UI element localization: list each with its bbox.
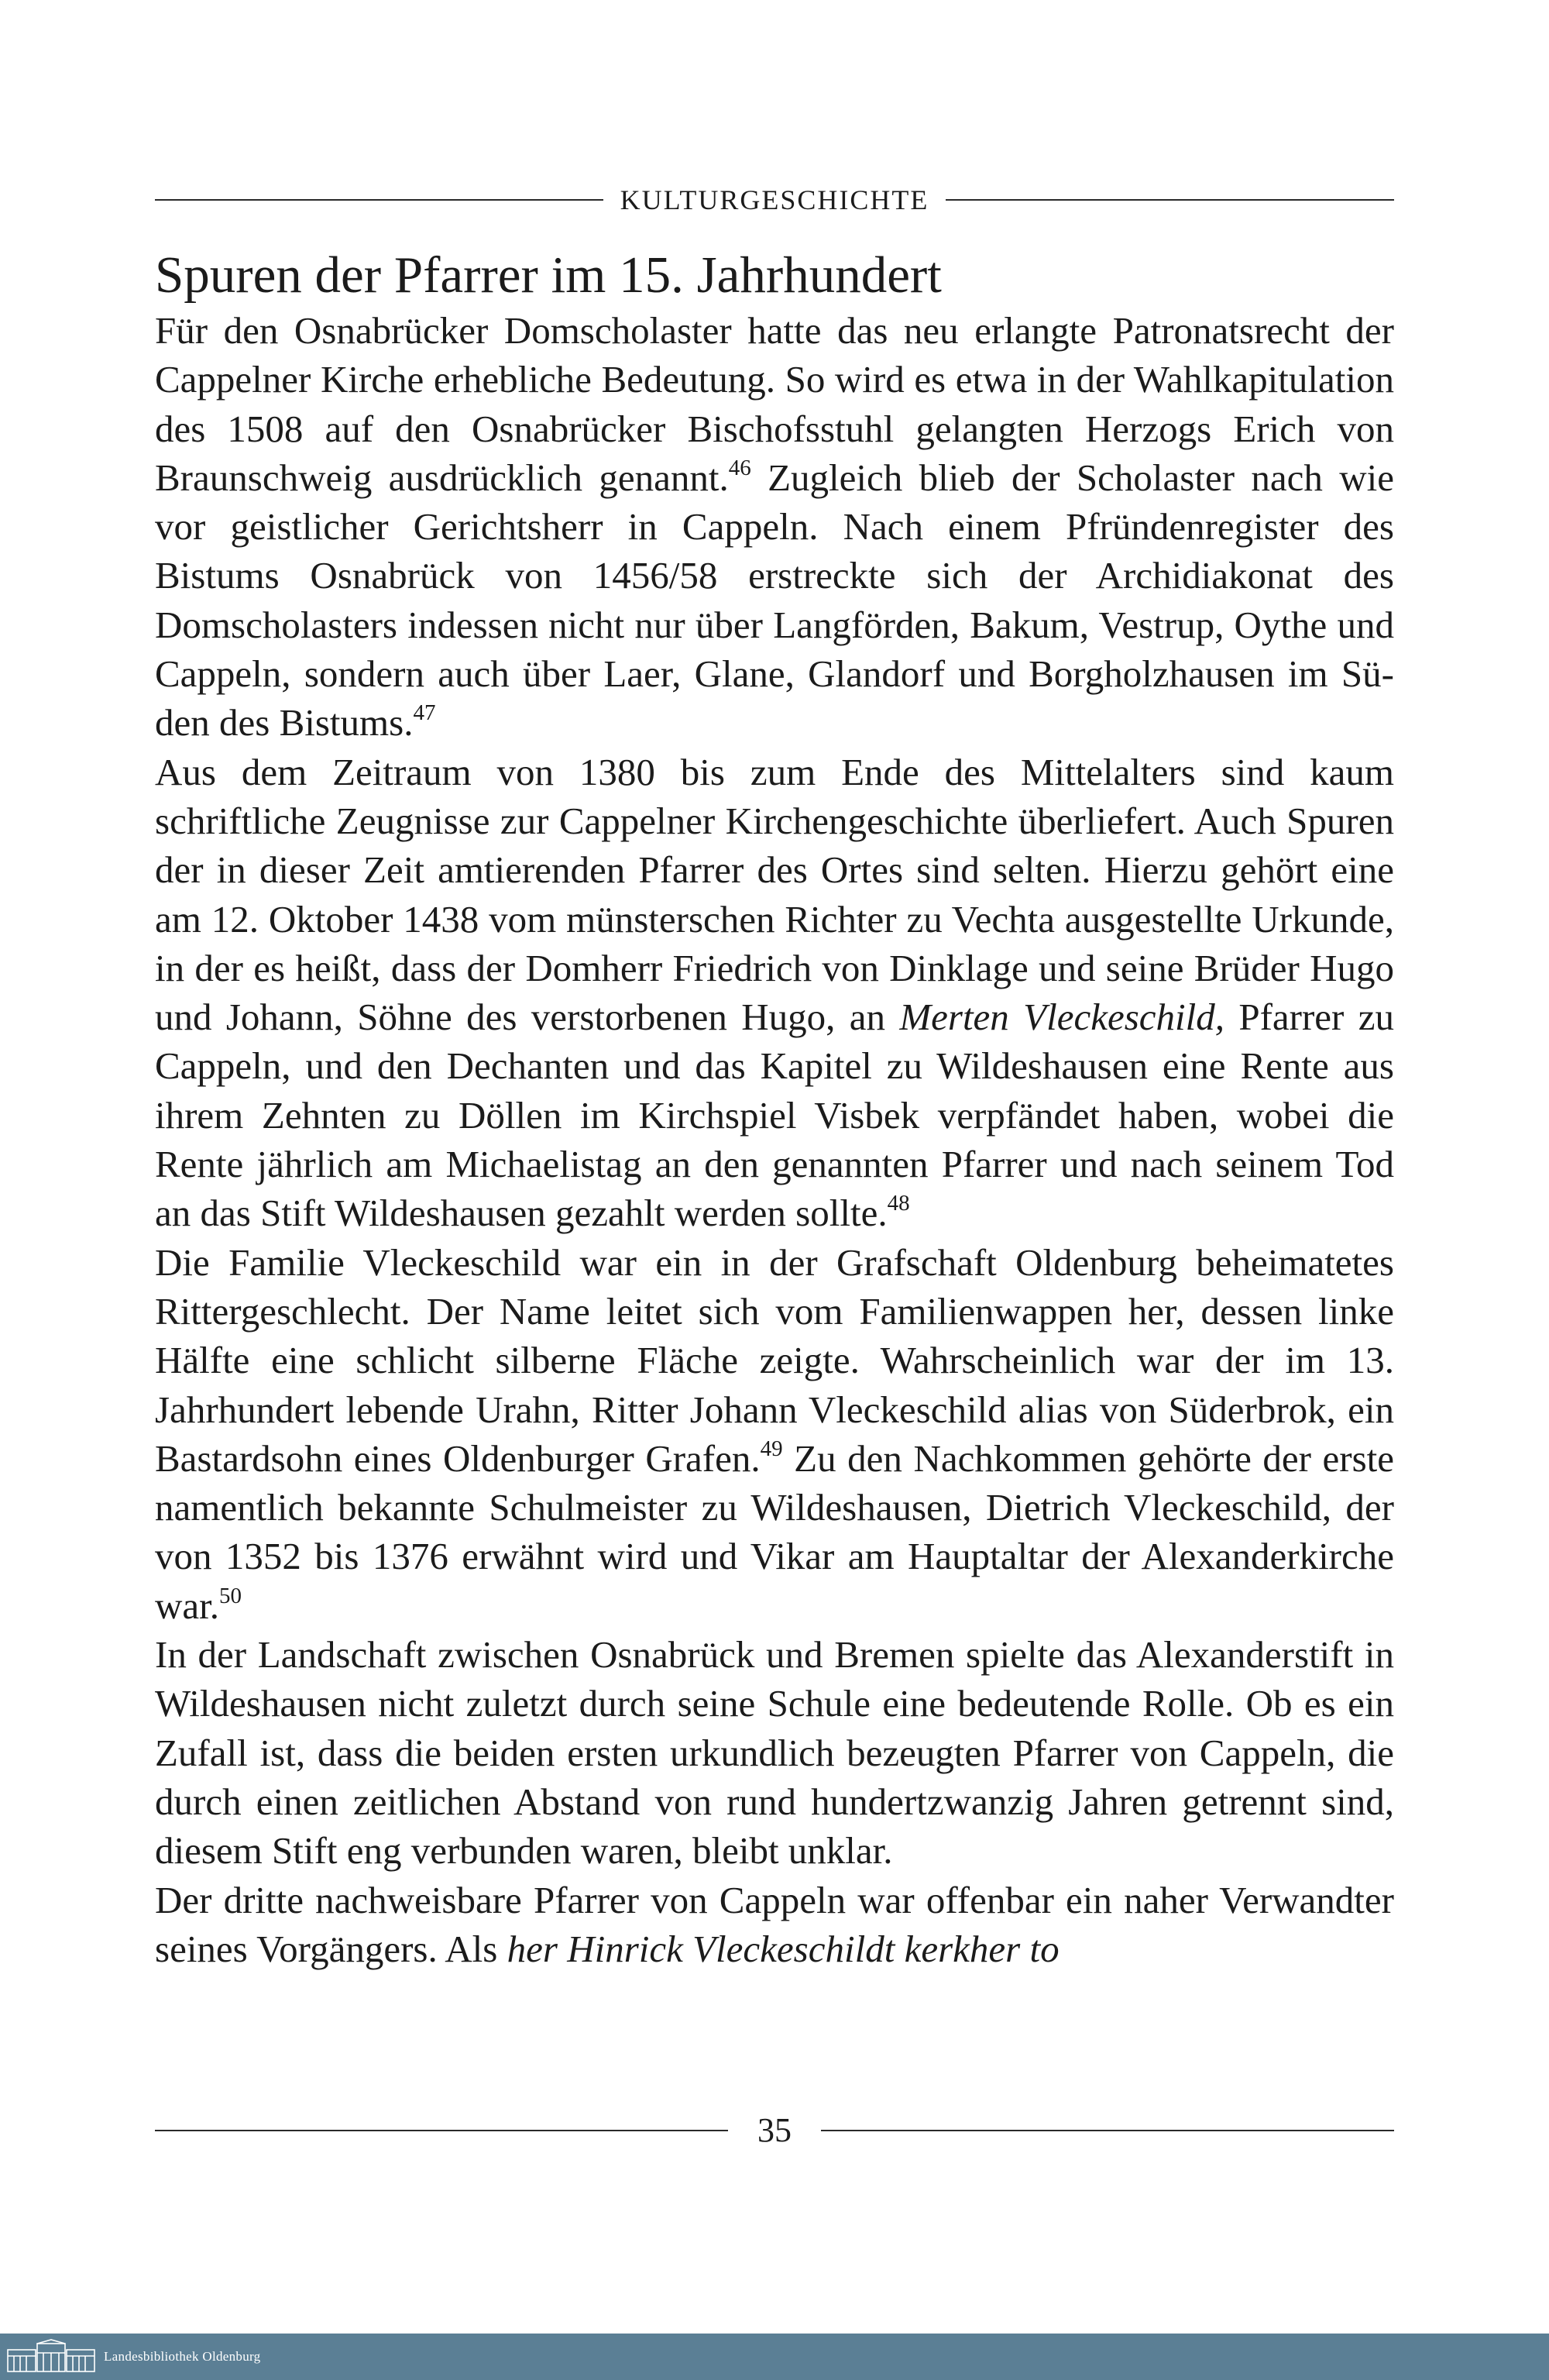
- footnote-reference: 49: [760, 1436, 783, 1461]
- footnote-reference: 47: [413, 700, 436, 726]
- page-number: 35: [757, 2111, 792, 2149]
- footer-rule-right: [821, 2130, 1394, 2131]
- body-text: [155, 244, 1394, 1973]
- text-run: Zu den Nachkommen gehörte der erste namentlich bekannte Schulmeister zu Wildeshausen, Dietrich Vleckeschild, der von 1352 bis 1376 erwähnt wird und Vikar am Hauptaltar der Alexanderkirche war.: [155, 1436, 1394, 1627]
- italic-text: her Hinrick Vleckeschildt kerkher to: [507, 1927, 1060, 1970]
- header-rule-right: [946, 199, 1394, 201]
- paragraph-list: [155, 306, 1394, 1973]
- library-name: Landesbibliothek Oldenburg: [104, 2349, 261, 2364]
- text-run: Pfarrer zu Cappeln, und den Dechanten und das Kapitel zu Wildeshausen eine Rente aus ihrem Zehnten zu Döllen im Kirchspiel Visbek verpfändet haben, wobei die Rente jährlich am Michaelistag an den genannten Pfarrer und nach seinem Tod an das Stift Wildeshausen gezahlt werden sollte.: [155, 996, 1394, 1235]
- header-rule-left: [155, 199, 603, 201]
- footnote-reference: 48: [887, 1191, 910, 1216]
- text-run: Die Familie Vleckeschild war ein in der Grafschaft Oldenburg beheimatetes Rittergeschlecht. Der Name leitet sich vom Familienwappen her, dessen linke Hälfte eine schlicht silberne Fläche zeigte. Wahrscheinlich war der im 13. Jahrhundert lebende Urahn, Ritter Johann Vleckeschild alias von Süderbrok, ein Bastardsohn eines Oldenburger Grafen.: [155, 1240, 1394, 1480]
- paragraph: [155, 306, 1394, 748]
- text-run: In der Landschaft zwischen Osnabrück und Bremen spielte das Alexanderstift in Wildeshausen nicht zuletzt durch seine Schule eine bedeutende Rolle. Ob es ein Zufall ist, dass die beiden ersten urkundlich bezeugten Pfarrer von Cappeln, die durch einen zeitlichen Abstand von rund hundertzwanzig Jahren getrennt sind, diesem Stift eng verbunden waren, bleibt unklar.: [155, 1633, 1394, 1873]
- section-title: Spuren der Pfarrer im 15. Jahrhundert: [155, 246, 942, 304]
- page-footer: [155, 2109, 1394, 2152]
- paragraph: [155, 748, 1394, 1238]
- footer-rule-left: [155, 2130, 728, 2131]
- library-building-icon: [6, 2339, 96, 2375]
- footnote-reference: 46: [728, 455, 751, 480]
- text-run: Der dritte nachweisbare Pfarrer von Cappeln war offenbar ein naher Verwandter seines Vorgängers. Als: [155, 1878, 1394, 1970]
- paragraph: [155, 1876, 1394, 1974]
- paragraph: [155, 1238, 1394, 1630]
- italic-text: Merten Vleckeschild,: [899, 996, 1224, 1039]
- paragraph: [155, 1630, 1394, 1875]
- running-head: [155, 181, 1394, 218]
- text-run: Aus dem Zeitraum von 1380 bis zum Ende des Mittelalters sind kaum schriftliche Zeugnisse zur Cappelner Kirchengeschichte überliefert. Auch Spuren der in dieser Zeit amtierenden Pfarrer des Ortes sind selten. Hierzu gehört eine am 12. Oktober 1438 vom münsterschen Richter zu Vechta ausgestellte Urkunde, in der es heißt, dass der Domherr Friedrich von Dinklage und seine Brüder Hugo und Johann, Söhne des verstorbenen Hugo, an: [155, 750, 1394, 1039]
- running-title: KULTURGESCHICHTE: [620, 184, 929, 215]
- text-run: Zugleich blieb der Scholaster nach wie vor geistlicher Gerichtsherr in Cappeln. Nach einem Pfründenregister des Bistums Osnabrück von 1456/58 erstreckte sich der Archidiakonat des Domscholasters indessen nicht nur über Langförden, Bakum, Vestrup, Oythe und Cappeln, sondern auch über Laer, Glane, Glandorf und Borgholzhausen im Süden des Bistums.: [155, 456, 1394, 745]
- text-run: Für den Osnabrücker Domscholaster hatte das neu erlangte Patronatsrecht der Cappelner Kirche erhebliche Bedeutung. So wird es etwa in der Wahlkapitulation des 1508 auf den Osnabrücker Bischofsstuhl gelangten Herzogs Erich von Braunschweig ausdrücklich genannt.: [155, 309, 1394, 499]
- footnote-reference: 50: [219, 1583, 242, 1608]
- library-bar: [0, 2334, 1549, 2380]
